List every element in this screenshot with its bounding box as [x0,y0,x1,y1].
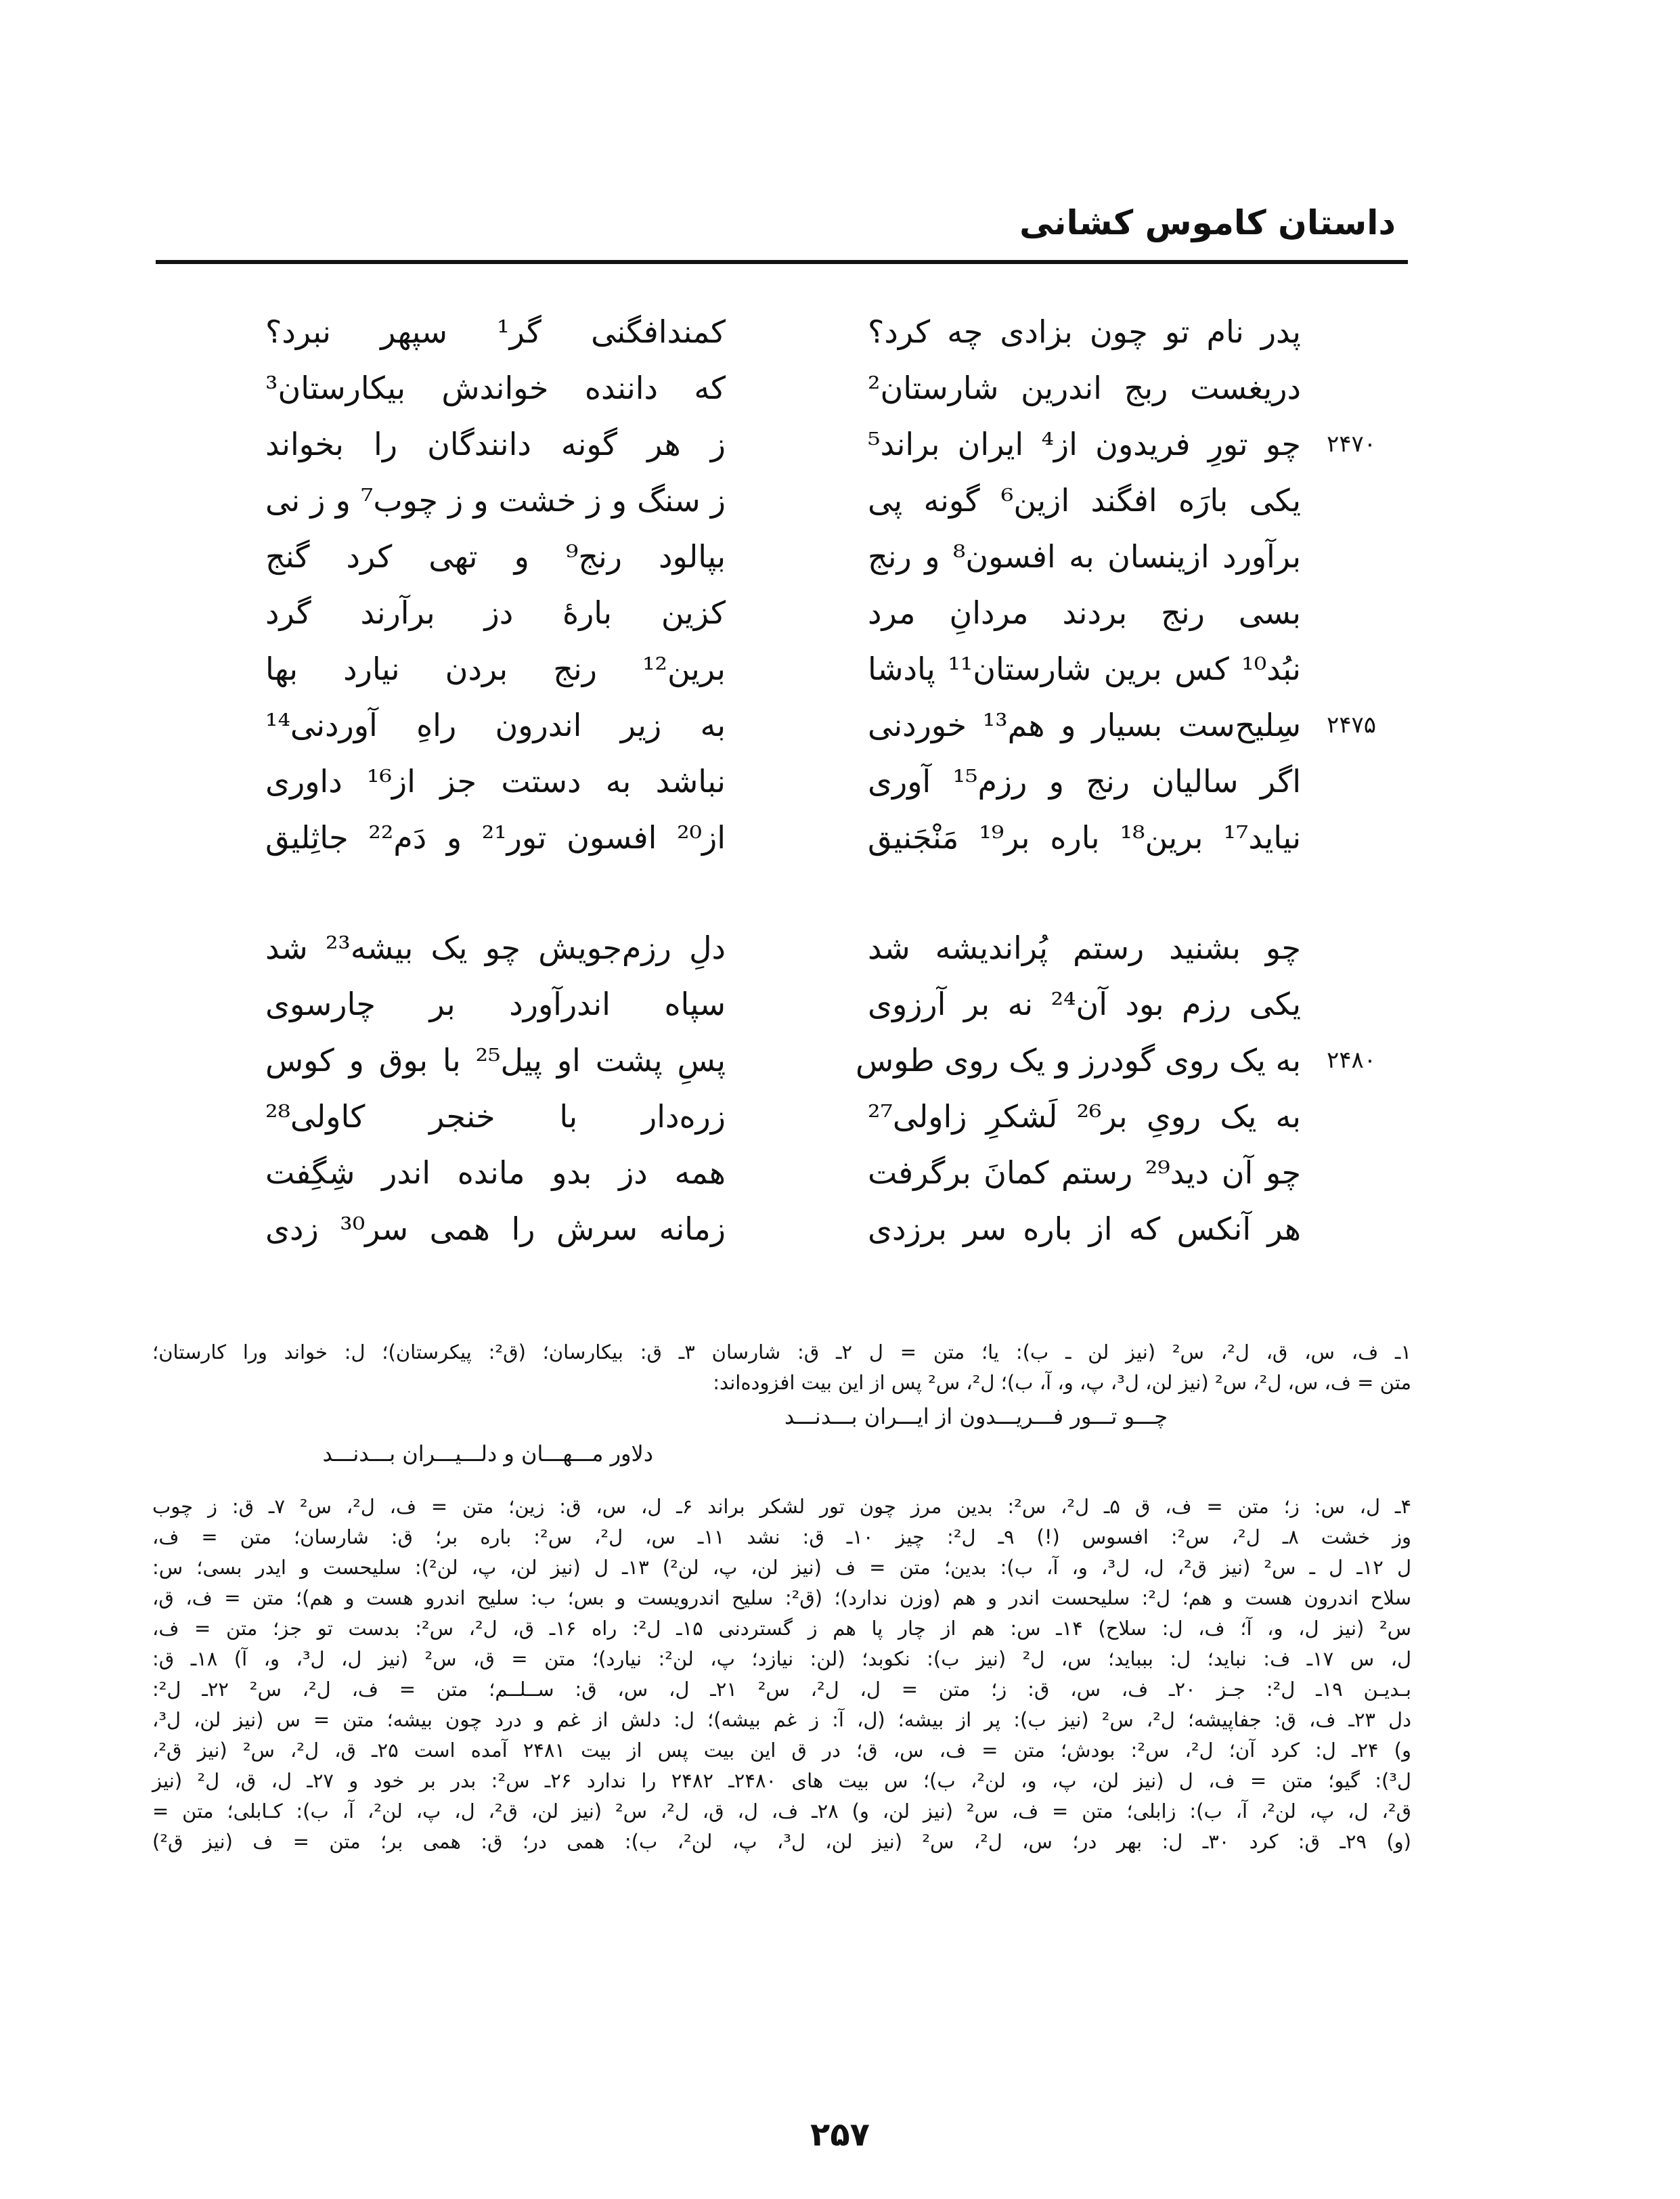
footnote-line: دل ۲۳ـ ف، ق: جفاپیشه؛ ل²، س² (نیز ب): پر از بیشه؛ (ل، آ: ز غم بیشه)؛ ل: دلش از غم و درد چون بیشه؛ متن = س (نیز لن، ل³، [152,1708,1411,1731]
hemistich-first: هر آنکس که از باره سر برزدی [868,1211,1301,1247]
verse-number: ۲۴۷۰ [1327,431,1377,458]
hemistich-second: سپاه اندرآورد بر چارسوی [265,986,726,1022]
hemistich-first: نبُد¹⁰ کس برین شارستان¹¹ پادشا [868,651,1301,687]
footnote-line: ۱ـ ف، س، ق، ل²، س² (نیز لن ـ ب): یا؛ متن = ل ۲ـ ق: شارسان ۳ـ ق: بیکارسان؛ (ق²: پیکرستان)؛ ل: خواند ورا کارستان؛ [152,1341,1412,1364]
hemistich-second: به زیر اندرون راهِ آوردنی¹⁴ [265,707,726,743]
hemistich-second: کمندافگنی گر¹ سپهر نبرد؟ [265,313,726,350]
footnote-added-verse-first: چـــو تـــور فـــریـــدون از ایـــران بـــدنـــد [784,1403,1168,1429]
footnote-line: ل ۱۲ـ ل ـ س² (نیز ق²، ل، ل³، و، آ، ب): بدین؛ متن = ف (نیز لن، پ، لن²) ۱۳ـ ل (نیز لن، پ، لن²): سلیحست و ایدر بسی؛ س: [152,1556,1412,1579]
hemistich-first: چو تورِ فریدون از⁴ ایران براند⁵ [868,426,1301,462]
hemistich-first: به یک روی گودرز و یک روی طوس [856,1042,1301,1079]
footnote-line: س² (نیز ل، و، آ؛ ف، ل: سلاح) ۱۴ـ س: هم از چار پا هم ز گستردنی ۱۵ـ ل²: راه ۱۶ـ ق، ل²، س²: بدست تو جز؛ متن = ف، [152,1617,1412,1640]
hemistich-first: چو آن دید²⁹ رستم کمانَ برگرفت [868,1154,1302,1191]
footnote-line: وز خشت ۸ـ ل²، س²: افسوس (!) ۹ـ ل²: چیز ۱۰ـ ق: نشد ۱۱ـ س، ل²، س²: باره بر؛ ق: شارسان؛ متن = ف، [152,1525,1412,1548]
hemistich-first: یکی بارَه افگند ازین⁶ گونه پی [868,482,1301,519]
hemistich-first: اگر سالیان رنج و رزم¹⁵ آوری [868,763,1301,800]
hemistich-second: برین¹² رنج بردن نیارد بها [265,651,726,687]
hemistich-first: بسی رنج بردند مردانِ مرد [868,594,1301,631]
footnote-line: ۴ـ ل، س: ز؛ متن = ف، ق ۵ـ ل²، س²: بدین مرز چون تور لشکر براند ۶ـ ل، س، ق: زین؛ متن = ف، ل²، س² ۷ـ ق: ز چوب [152,1495,1412,1518]
hemistich-second: کزین بارهٔ دز برآرند گرد [265,594,726,631]
footnote-line: متن = ف، س، ل²، س² (نیز لن، ل³، پ، و، آ، ب)؛ ل²، س² پس از این بیت افزوده‌اند: [713,1371,1411,1394]
footnote-line: ق²، ل، پ، لن²، آ، ب): زابلی؛ متن = ف، س² (نیز لن، و) ۲۸ـ ف، ل، ق، ل²، س² (نیز لن، ق²، ل، پ، لن²، آ، ب): کـابلی؛ متن = [152,1800,1411,1823]
hemistich-first: برآورد ازینسان به افسون⁸ و رنج [868,538,1301,575]
hemistich-second: زمانه سرش را همی سر³⁰ زدی [265,1211,726,1247]
footnote-line: و) ۲۴ـ ل: کرد آن؛ ل²، س²: بودش؛ متن = ف، س، ق؛ در ق این بیت پس از بیت ۲۴۸۱ آمده است ۲۵ـ ق، ل²، س² (نیز ق²، [152,1739,1412,1762]
verse-row [0,804,1680,871]
footnote-line: ل، س ۱۷ـ ف: نباید؛ ل: ببباید؛ س، ل² (نیز ب): نکوبد؛ (لن: نیازد؛ پ، لن²: نیارد)؛ متن = ق، س² (نیز ل، ل³، و، آ) ۱۸ـ ق: [152,1647,1412,1670]
hemistich-second: بپالود رنج⁹ و تهی کرد گنج [265,538,726,575]
hemistich-first: نیاید¹⁷ برین¹⁸ باره بر¹⁹ مَنْجَنیق [868,819,1302,856]
running-title: داستان کاموس کشانی [1019,203,1396,242]
page-number: ۲۵۷ [810,2116,870,2154]
hemistich-second: پسِ پشت او پیل²⁵ با بوق و کوس [265,1042,726,1079]
hemistich-first: پدر نام تو چون بزادی چه کرد؟ [868,313,1301,350]
hemistich-second: نباشد به دستت جز از¹⁶ داوری [265,763,726,800]
hemistich-second: ز هر گونه دانندگان را بخواند [265,426,726,462]
verse-number: ۲۴۸۰ [1327,1047,1377,1074]
hemistich-first: به یک رویِ بر²⁶ لَشکرِ زاولی²⁷ [868,1098,1301,1135]
footnote-line: بـدیـن ۱۹ـ ل²: جـز ۲۰ـ ف، س، ق: ز؛ متن = ل، ل²، س² ۲۱ـ ل، س، ق: ســلــم؛ متن = ف، ل²، س² ۲۲ـ ل²: [152,1678,1411,1701]
hemistich-second: از²⁰ افسون تور²¹ و دَم²² جاثِلیق [265,819,726,856]
hemistich-second: که داننده خواندش بیکارستان³ [265,370,726,406]
footnote-gap [152,1473,1411,1492]
hemistich-second: همه دز بدو مانده اندر شِگِفت [265,1154,726,1191]
footnote-added-verse-second: دلاور مـــهـــان و دلـــیـــران بـــدنـــد [322,1441,653,1466]
hemistich-first: سِلیح‌ست بسیار و هم¹³ خوردنی [868,707,1301,743]
verse-row [0,1195,1680,1263]
hemistich-first: چو بشنید رستم پُراندیشه شد [868,930,1301,966]
hemistich-first: دریغست ربج اندرین شارستان² [868,370,1301,406]
footnote-line: ل³): گیو؛ متن = ف، ل (نیز لن، پ، و، لن²، ب)؛ س بیت های ۲۴۸۰ـ ۲۴۸۲ را ندارد ۲۶ـ س²: بدر بر خود و ۲۷ـ ل، ق، ل² (نیز [152,1769,1411,1792]
hemistich-second: زره‌دار با خنجر کاولی²⁸ [265,1098,726,1135]
verse-number: ۲۴۷۵ [1327,712,1377,739]
hemistich-second: دلِ رزم‌جویش چو یک بیشه²³ شد [265,930,726,966]
footnote-line [152,1857,1411,1888]
footnote-line: سلاح اندرون هست و هم؛ ل²: سلیحست اندر و هم (وزن ندارد)؛ (ق²: سلیح اندرویست و بس؛ ب: سلیح اندرو هست و هم)؛ متن = ف، ق، [152,1586,1412,1609]
hemistich-second: ز سنگ و ز خشت و ز چوب⁷ و ز نی [265,482,726,519]
footnote-line: (و) ۲۹ـ ق: کرد ۳۰ـ ل: بهر در؛ س، ل²، س² (نیز لن، ل³، پ، لن²، ب): همی در؛ ق: همی بر؛ متن = ف (نیز ق²) [152,1830,1411,1853]
footnotes [152,1337,1411,1888]
header-rule [156,260,1408,264]
hemistich-first: یکی رزم بود آن²⁴ نه بر آرزوی [868,986,1301,1022]
